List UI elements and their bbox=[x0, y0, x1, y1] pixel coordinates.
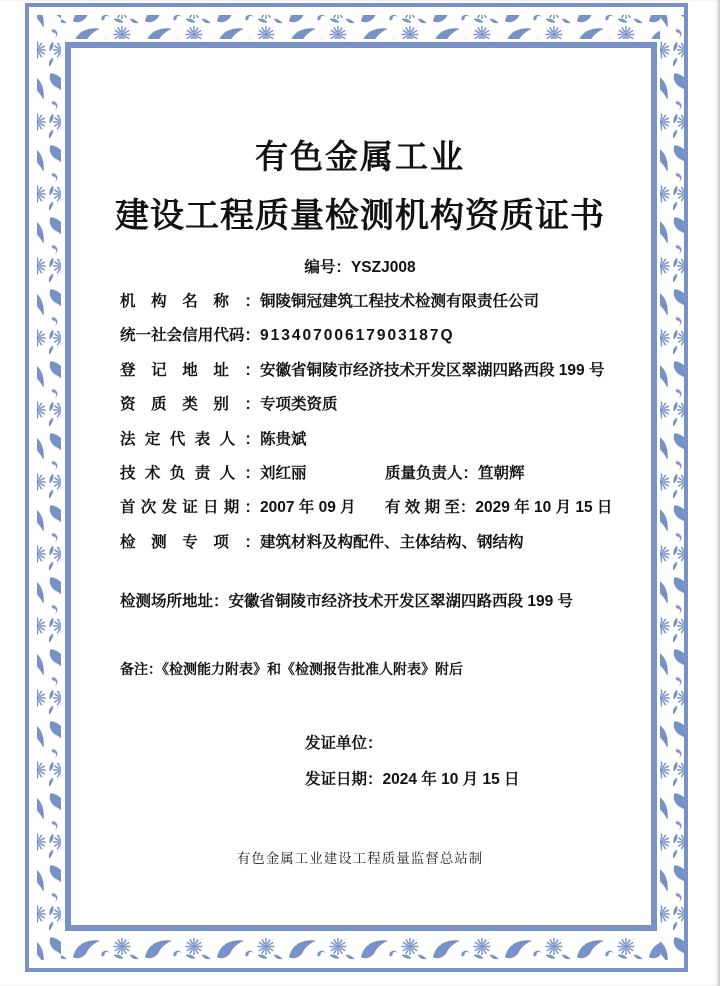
field-test-specialties bbox=[120, 526, 612, 560]
field-dates-row bbox=[120, 491, 612, 525]
field-remark-label: 备注： bbox=[120, 661, 162, 677]
field-reg-address-value: 安徽省铜陵市经济技术开发区翠湖四路西段 199 号 bbox=[260, 361, 605, 379]
footer-note: 有色金属工业建设工程质量监督总站制 bbox=[236, 851, 484, 866]
certificate-title-line2: 建设工程质量检测机构资质证书 bbox=[115, 197, 605, 235]
field-first-issue-date bbox=[120, 491, 385, 525]
field-valid-until-label: 有 效 期 至： bbox=[385, 499, 476, 517]
field-reg-address bbox=[120, 354, 612, 388]
field-legal-rep bbox=[120, 423, 612, 457]
field-issue-date bbox=[305, 769, 520, 791]
field-issue-date-label: 发证日期： bbox=[305, 771, 383, 788]
field-responsible-row bbox=[120, 457, 612, 491]
field-legal-rep-label: 法定代表人： bbox=[120, 430, 260, 448]
serial-value: YSZJ008 bbox=[350, 259, 416, 276]
field-remark-value: 《检测能力附表》和《检测报告批准人附表》附后 bbox=[162, 661, 463, 677]
field-qual-category-value: 专项类资质 bbox=[260, 396, 338, 414]
field-quality-head bbox=[385, 465, 525, 482]
field-qual-category bbox=[120, 388, 612, 422]
field-test-specialties-value: 建筑材料及构配件、主体结构、钢结构 bbox=[260, 533, 524, 551]
certificate-title-line1: 有色金属工业 bbox=[255, 138, 465, 175]
field-first-issue-date-value: 2007 年 09 月 bbox=[260, 499, 356, 517]
field-org-name-value: 铜陵铜冠建筑工程技术检测有限责任公司 bbox=[260, 293, 540, 310]
field-credit-code-label: 统一社会信用代码： bbox=[120, 327, 260, 345]
field-valid-until-value: 2029 年 10 月 15 日 bbox=[475, 499, 613, 517]
serial-row bbox=[0, 257, 720, 279]
field-remark bbox=[120, 659, 463, 679]
field-site-address-value: 安徽省铜陵市经济技术开发区翠湖四路西段 199 号 bbox=[228, 593, 573, 610]
field-site-address bbox=[120, 591, 573, 613]
field-issuer bbox=[305, 733, 383, 755]
field-test-specialties-label: 检测专项： bbox=[120, 533, 260, 551]
fields-block bbox=[120, 285, 612, 560]
field-tech-head bbox=[120, 457, 385, 491]
field-site-address-label: 检测场所地址： bbox=[120, 593, 229, 610]
field-credit-code-value: 91340700617903187Q bbox=[260, 327, 455, 345]
field-org-name bbox=[120, 285, 612, 319]
field-quality-head-value: 笪朝辉 bbox=[478, 464, 525, 482]
field-quality-head-label: 质量负责人： bbox=[385, 464, 479, 482]
field-qual-category-label: 资质类别： bbox=[120, 396, 260, 414]
serial-label: 编号： bbox=[304, 259, 351, 276]
field-reg-address-label: 登记地址： bbox=[120, 361, 260, 379]
field-issuer-label: 发证单位： bbox=[305, 735, 383, 752]
field-legal-rep-value: 陈贵斌 bbox=[260, 430, 307, 448]
field-tech-head-label: 技术负责人： bbox=[120, 464, 260, 482]
field-org-name-label: 机构名称： bbox=[120, 293, 260, 310]
field-tech-head-value: 刘红丽 bbox=[260, 464, 307, 482]
field-credit-code bbox=[120, 319, 612, 353]
field-issue-date-value: 2024 年 10 月 15 日 bbox=[382, 771, 520, 788]
field-first-issue-date-label: 首次发证日期： bbox=[120, 499, 260, 517]
field-valid-until bbox=[385, 499, 612, 516]
